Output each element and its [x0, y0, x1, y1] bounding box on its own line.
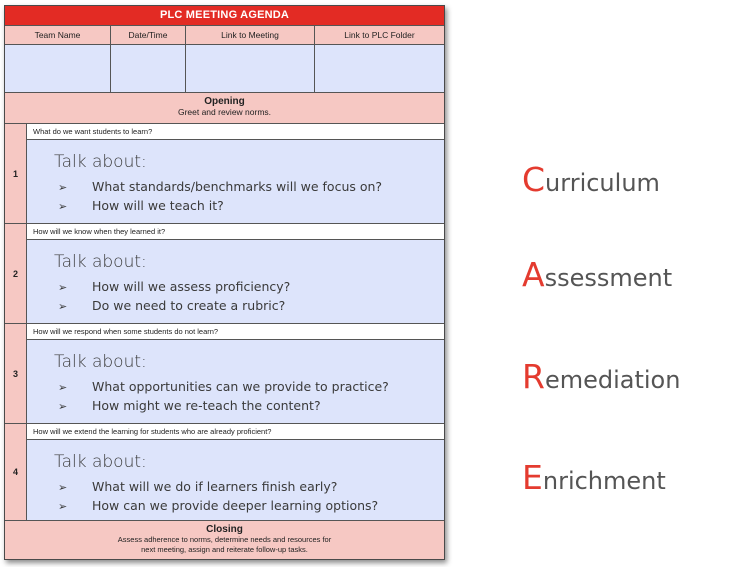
care-assessment: [522, 255, 672, 294]
agenda-section-1: [5, 124, 444, 224]
bullet-item: [58, 379, 389, 394]
care-word: emediation: [544, 366, 681, 394]
bullet-item: [58, 279, 290, 294]
section-number: 3: [5, 324, 27, 423]
meeting-link-field[interactable]: [186, 45, 315, 92]
care-remediation: [522, 357, 680, 396]
agenda-title: PLC MEETING AGENDA: [5, 6, 444, 25]
col-link-meeting: Link to Meeting: [186, 26, 315, 44]
section-body: [27, 340, 444, 423]
folder-link-field[interactable]: [315, 45, 444, 92]
plc-agenda-document: [4, 5, 445, 560]
bullet-item: [58, 198, 224, 213]
section-number: 2: [5, 224, 27, 323]
bullet-text: What will we do if learners finish early?: [92, 479, 338, 494]
arrow-bullet-icon: ➢: [58, 281, 68, 294]
section-body: [27, 440, 444, 520]
section-number: 1: [5, 124, 27, 223]
opening-heading: Opening: [204, 96, 245, 107]
section-number: 4: [5, 424, 27, 520]
section-question: How will we know when they learned it?: [27, 224, 444, 240]
bullet-text: How will we assess proficiency?: [92, 279, 291, 294]
bullet-text: How can we provide deeper learning options?: [92, 498, 379, 513]
care-word: ssessment: [544, 264, 673, 292]
bullet-item: [58, 398, 321, 413]
arrow-bullet-icon: ➢: [58, 381, 68, 394]
bullet-text: How might we re-teach the content?: [92, 398, 321, 413]
care-initial: C: [522, 160, 546, 199]
bullet-item: [58, 479, 337, 494]
opening-section: [5, 93, 444, 124]
entry-row: [5, 45, 444, 93]
talk-about-label: Talk about:: [54, 252, 147, 272]
section-question: How will we respond when some students do not learn?: [27, 324, 444, 340]
bullet-item: [58, 498, 378, 513]
agenda-section-2: [5, 224, 444, 324]
col-team-name: Team Name: [5, 26, 111, 44]
bullet-text: How will we teach it?: [92, 198, 224, 213]
bullet-text: What opportunities can we provide to practice?: [92, 379, 389, 394]
care-initial: A: [522, 255, 545, 294]
arrow-bullet-icon: ➢: [58, 181, 68, 194]
section-body: [27, 140, 444, 223]
closing-line-2: next meeting, assign and reiterate follow-up tasks.: [141, 544, 308, 554]
bullet-text: Do we need to create a rubric?: [92, 298, 286, 313]
opening-subtext: Greet and review norms.: [177, 107, 272, 117]
talk-about-label: Talk about:: [54, 152, 147, 172]
closing-line-1: Assess adherence to norms, determine needs and resources for: [117, 535, 332, 544]
arrow-bullet-icon: ➢: [58, 400, 68, 413]
care-initial: E: [522, 458, 543, 497]
agenda-section-4: [5, 424, 444, 521]
care-word: urriculum: [545, 169, 660, 197]
bullet-item: [58, 179, 382, 194]
talk-about-label: Talk about:: [54, 352, 147, 372]
care-curriculum: [522, 160, 660, 199]
bullet-item: [58, 298, 285, 313]
closing-section: [5, 521, 444, 559]
section-question: How will we extend the learning for students who are already proficient?: [27, 424, 444, 440]
header-row: [5, 25, 444, 45]
section-question: What do we want students to learn?: [27, 124, 444, 140]
talk-about-label: Talk about:: [54, 452, 147, 472]
arrow-bullet-icon: ➢: [58, 500, 68, 513]
care-enrichment: [522, 458, 666, 497]
arrow-bullet-icon: ➢: [58, 200, 68, 213]
section-body: [27, 240, 444, 323]
care-initial: R: [522, 357, 545, 396]
arrow-bullet-icon: ➢: [58, 481, 68, 494]
col-link-folder: Link to PLC Folder: [344, 30, 415, 40]
team-name-field[interactable]: [5, 45, 111, 92]
arrow-bullet-icon: ➢: [58, 300, 68, 313]
agenda-section-3: [5, 324, 444, 424]
closing-heading: Closing: [206, 524, 243, 535]
care-word: nrichment: [542, 467, 666, 495]
bullet-text: What standards/benchmarks will we focus on?: [92, 179, 383, 194]
col-date-time: Date/Time: [111, 26, 186, 44]
date-time-field[interactable]: [111, 45, 186, 92]
